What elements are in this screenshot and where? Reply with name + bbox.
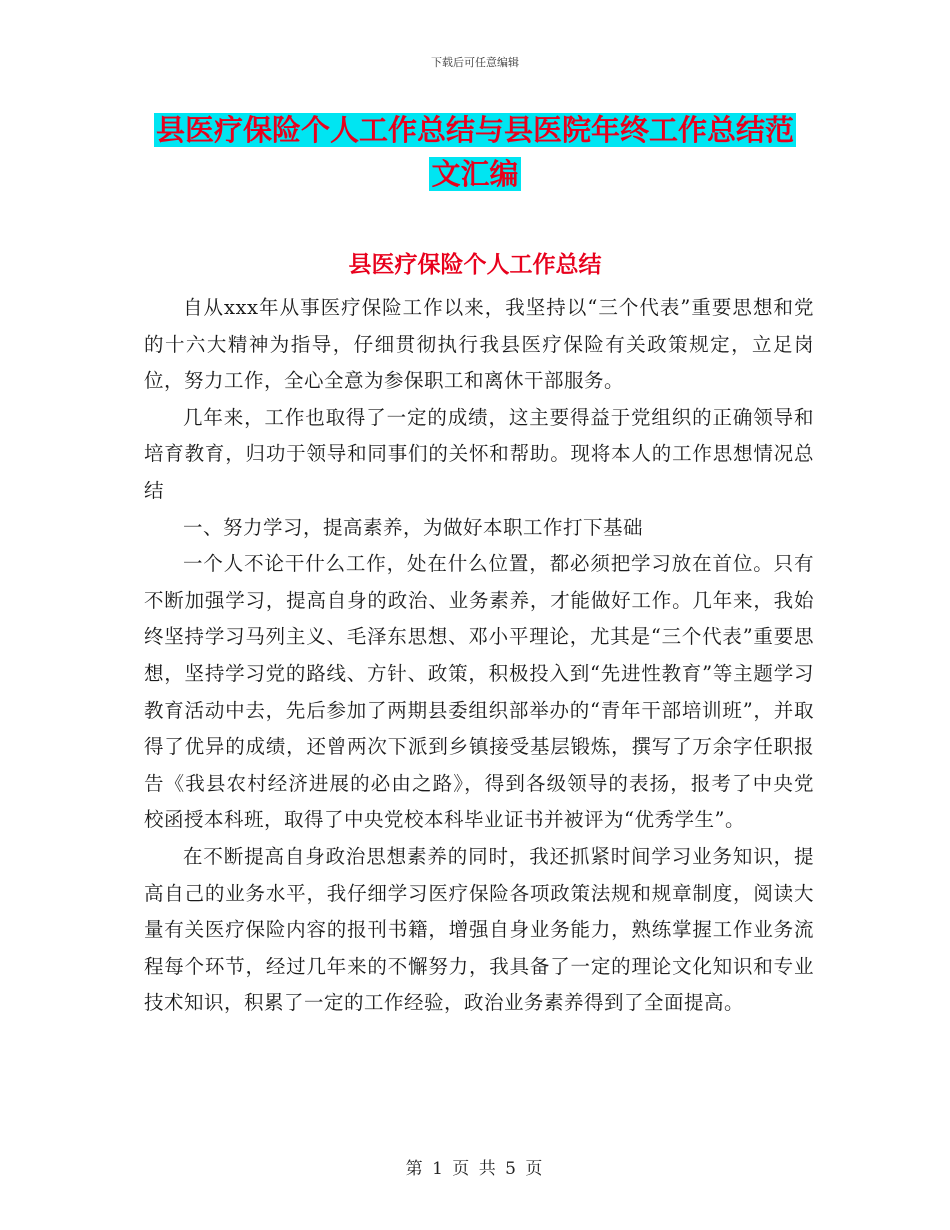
section-title: 县医疗保险个人工作总结: [348, 252, 602, 278]
main-title-text: 县医疗保险个人工作总结与县医院年终工作总结范文汇编: [155, 113, 794, 191]
page-footer: 第 1 页 共 5 页: [405, 1159, 545, 1179]
paragraph-3: 一、努力学习，提高素养，为做好本职工作打下基础: [183, 515, 644, 539]
header-note: 下载后可任意编辑: [431, 56, 519, 69]
body-text: [144, 290, 814, 1022]
paragraph-2: 几年来，工作也取得了一定的成绩，这主要得益于党组织的正确领导和培育教育，归功于领导和同事们的关怀和帮助。现将本人的工作思想情况总结: [144, 405, 814, 502]
paragraph-4: 一个人不论干什么工作，处在什么位置，都必须把学习放在首位。只有不断加强学习，提高自身的政治、业务素养，才能做好工作。几年来，我始终坚持学习马列主义、毛泽东思想、邓小平理论，尤其是“三个代表”重要思想，坚持学习党的路线、方针、政策，积极投入到“先进性教育”等主题学习教育活动中去，先后参加了两期县委组织部举办的“青年干部培训班”，并取得了优异的成绩，还曾两次下派到乡镇接受基层锻炼，撰写了万余字任职报告《我县农村经济进展的必由之路》，得到各级领导的表扬，报考了中央党校函授本科班，取得了中央党校本科毕业证书并被评为“优秀学生”。: [144, 552, 814, 832]
main-title: [145, 108, 805, 196]
paragraph-1: 自从xxx年从事医疗保险工作以来，我坚持以“三个代表”重要思想和党的十六大精神为指导，仔细贯彻执行我县医疗保险有关政策规定，立足岗位，努力工作，全心全意为参保职工和离休干部服务。: [144, 296, 814, 393]
paragraph-5: 在不断提高自身政治思想素养的同时，我还抓紧时间学习业务知识，提高自己的业务水平，我仔细学习医疗保险各项政策法规和规章制度，阅读大量有关医疗保险内容的报刊书籍，增强自身业务能力，熟练掌握工作业务流程每个环节，经过几年来的不懈努力，我具备了一定的理论文化知识和专业技术知识，积累了一定的工作经验，政治业务素养得到了全面提高。: [144, 844, 814, 1015]
